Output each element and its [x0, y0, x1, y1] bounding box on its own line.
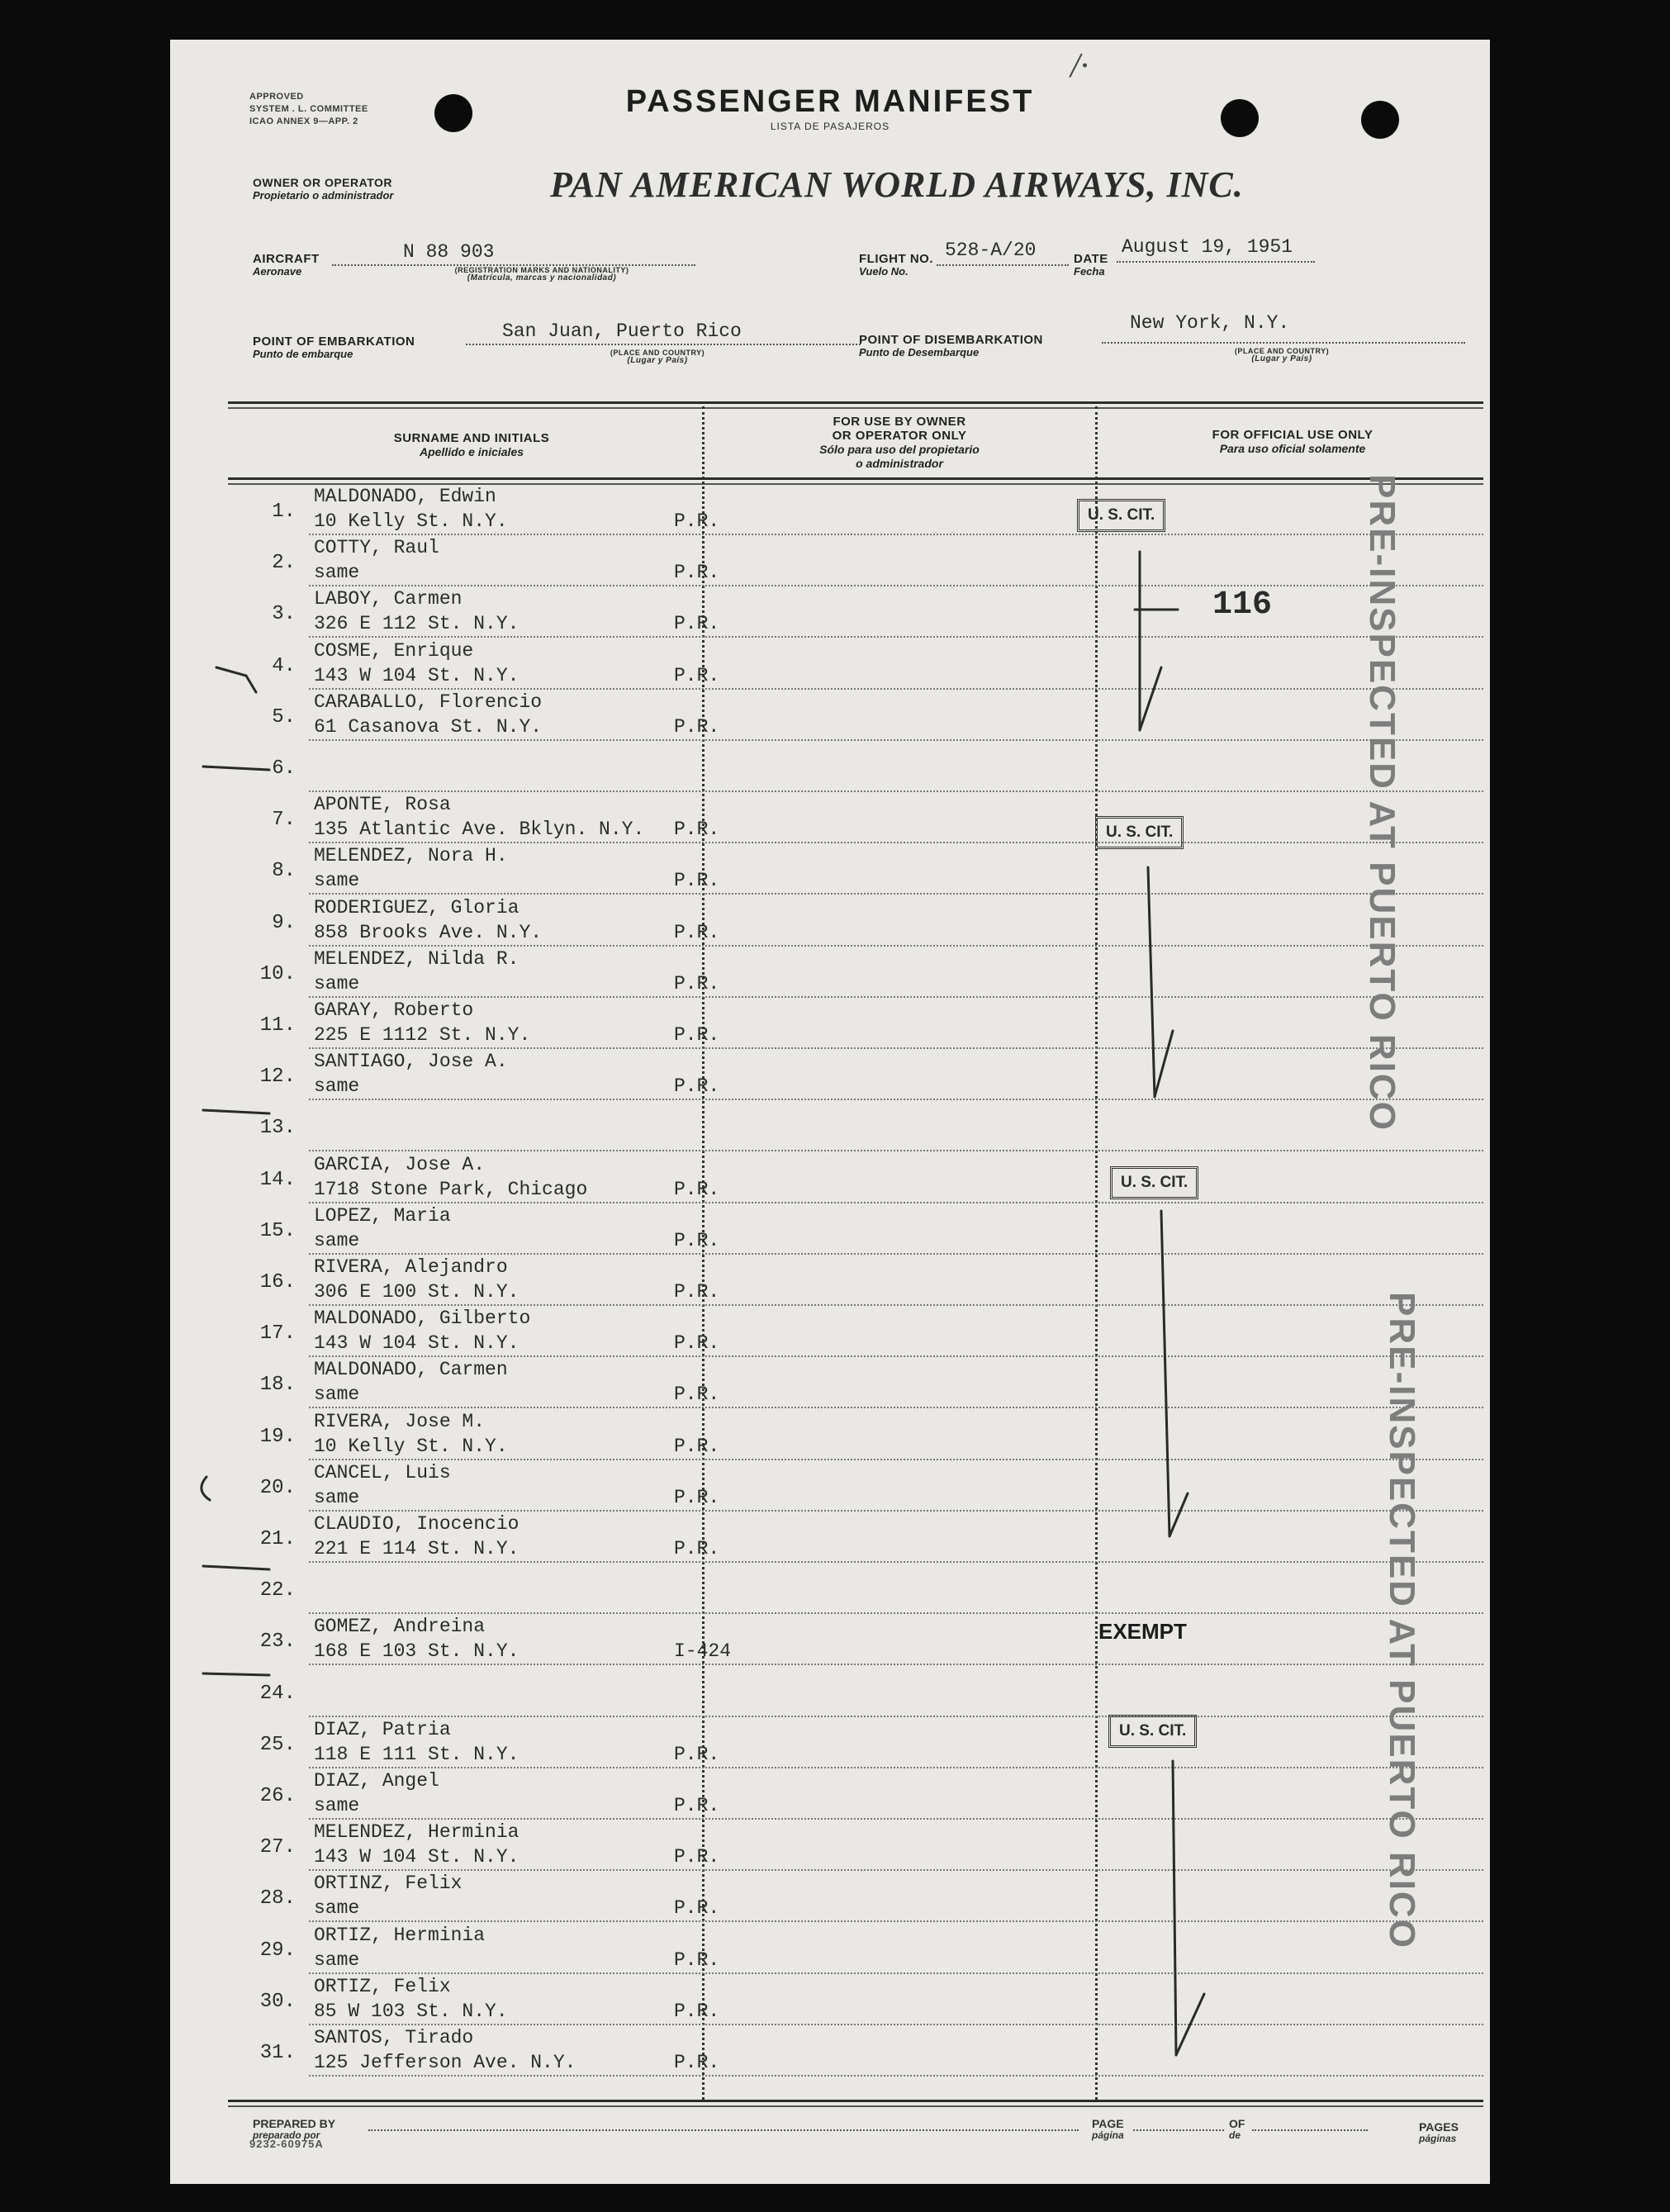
operator-name: PAN AMERICAN WORLD AIRWAYS, INC.	[550, 164, 1244, 205]
owner-use-value: P.R.	[674, 1384, 720, 1406]
embark-label-en: POINT OF EMBARKATION	[253, 335, 415, 349]
approval-line: ICAO ANNEX 9—APP. 2	[249, 116, 358, 126]
aircraft-value: N 88 903	[403, 241, 495, 263]
row-number: 3.	[272, 603, 296, 626]
page-title: PASSENGER MANIFEST	[625, 84, 1035, 119]
row-number: 4.	[272, 654, 296, 677]
owner-use-value: P.R.	[674, 870, 720, 892]
passenger-address: same	[314, 562, 360, 584]
approval-line: APPROVED	[249, 92, 304, 102]
passenger-address: 143 W 104 St. N.Y.	[314, 1846, 520, 1868]
owner-use-value: P.R.	[674, 1949, 720, 1971]
page-label-en: PAGE	[1092, 2117, 1124, 2130]
passenger-name: RIVERA, Jose M.	[314, 1410, 486, 1432]
owner-use-value: P.R.	[674, 819, 720, 841]
row-number: 5.	[272, 705, 296, 729]
row-number: 23.	[259, 1631, 296, 1654]
owner-label-es: Propietario o administrador	[253, 189, 394, 202]
surname-header-es: Apellido e iniciales	[419, 445, 524, 458]
passenger-address: same	[314, 1949, 360, 1971]
owner-use-value: P.R.	[674, 1435, 720, 1457]
passenger-name: MALDONADO, Carmen	[314, 1359, 508, 1381]
us-citizen-stamp: U. S. CIT.	[1095, 816, 1184, 849]
disembarkation-value: New York, N.Y.	[1130, 312, 1290, 334]
prepared-label-en: PREPARED BY	[253, 2117, 336, 2130]
place-note-en: (PLACE AND COUNTRY)	[610, 349, 705, 357]
owner-use-value: P.R.	[674, 1024, 720, 1046]
owner-use-value: P.R.	[674, 972, 720, 994]
owner-use-value: P.R.	[674, 1178, 720, 1200]
row-number: 18.	[259, 1374, 296, 1397]
row-number: 11.	[259, 1014, 296, 1037]
passenger-name: MELENDEZ, Herminia	[314, 1821, 520, 1844]
row-number: 20.	[259, 1476, 296, 1499]
ink-mark: /·	[1070, 47, 1089, 85]
place-note-es: (Lugar y País)	[627, 356, 688, 365]
owner-use-value: P.R.	[674, 1897, 720, 1920]
owner-use-value: P.R.	[674, 1281, 720, 1303]
pages-label	[1419, 2121, 1459, 2144]
passenger-address: 61 Casanova St. N.Y.	[314, 715, 543, 738]
row-number: 30.	[259, 1990, 296, 2013]
passenger-count: 116	[1212, 586, 1273, 624]
row-number: 12.	[259, 1066, 296, 1089]
passenger-address: 168 E 103 St. N.Y.	[314, 1640, 520, 1663]
passenger-address: 125 Jefferson Ave. N.Y.	[314, 2052, 576, 2073]
row-number: 24.	[259, 1682, 296, 1705]
passenger-name: MALDONADO, Edwin	[314, 486, 496, 507]
row-number: 6.	[272, 757, 296, 780]
page-label-es: página	[1092, 2129, 1124, 2141]
official-header-es: Para uso oficial solamente	[1219, 442, 1366, 455]
passenger-name: SANTOS, Tirado	[314, 2027, 474, 2048]
row-number: 8.	[272, 860, 296, 883]
passenger-address: 118 E 111 St. N.Y.	[314, 1743, 520, 1765]
owner-use-value: P.R.	[674, 562, 720, 584]
passenger-name: COTTY, Raul	[314, 537, 439, 559]
embark-label-es: Punto de embarque	[253, 348, 353, 360]
pages-label-en: PAGES	[1419, 2120, 1459, 2134]
passenger-name: APONTE, Rosa	[314, 794, 451, 816]
row-number: 27.	[259, 1836, 296, 1859]
registration-note-es: (Matrícula, marcas y nacionalidad)	[467, 273, 617, 282]
owner-use-value: P.R.	[674, 921, 720, 943]
passenger-address: same	[314, 1795, 360, 1816]
row-number: 2.	[272, 552, 296, 575]
passenger-name: GOMEZ, Andreina	[314, 1616, 486, 1638]
row-number: 26.	[259, 1785, 296, 1807]
owner-header-line1: FOR USE BY OWNER	[833, 415, 966, 429]
checkmark-lines	[170, 40, 1490, 2184]
row-number: 22.	[259, 1579, 296, 1602]
of-line	[1252, 2129, 1368, 2131]
flight-value: 528-A/20	[945, 240, 1037, 261]
passenger-name: COSME, Enrique	[314, 639, 474, 662]
date-value: August 19, 1951	[1122, 236, 1293, 258]
passenger-address: same	[314, 972, 360, 994]
flight-label-en: FLIGHT NO.	[859, 252, 933, 266]
row-number: 29.	[259, 1939, 296, 1962]
passenger-address: 221 E 114 St. N.Y.	[314, 1538, 520, 1559]
owner-use-value: P.R.	[674, 1229, 720, 1251]
passenger-name: MELENDEZ, Nora H.	[314, 845, 508, 867]
passenger-name: CANCEL, Luis	[314, 1461, 451, 1483]
passenger-address: same	[314, 1486, 360, 1508]
row-number: 16.	[259, 1271, 296, 1293]
owner-use-value: P.R.	[674, 1538, 720, 1559]
passenger-name: ORTIZ, Felix	[314, 1975, 451, 1997]
passenger-name: ORTINZ, Felix	[314, 1873, 463, 1895]
aircraft-label-es: Aeronave	[253, 265, 302, 278]
passenger-name: SANTIAGO, Jose A.	[314, 1051, 508, 1073]
surname-header-en: SURNAME AND INITIALS	[393, 431, 550, 445]
disembark-label-en: POINT OF DISEMBARKATION	[859, 333, 1043, 347]
aircraft-label-en: AIRCRAFT	[253, 252, 320, 266]
passenger-name: RIVERA, Alejandro	[314, 1256, 508, 1278]
row-number: 15.	[259, 1219, 296, 1242]
form-number: 9232-60975A	[249, 2138, 324, 2150]
owner-use-value: P.R.	[674, 1743, 720, 1765]
owner-use-value: P.R.	[674, 664, 720, 686]
pages-label-es: páginas	[1419, 2133, 1457, 2144]
row-number: 17.	[259, 1322, 296, 1346]
owner-use-value: P.R.	[674, 1846, 720, 1868]
passenger-address: 306 E 100 St. N.Y.	[314, 1281, 520, 1303]
of-label-en: OF	[1229, 2117, 1245, 2130]
owner-header-line2: OR OPERATOR ONLY	[832, 429, 967, 443]
page-label	[1092, 2118, 1124, 2141]
date-label-en: DATE	[1074, 252, 1108, 266]
passenger-address: same	[314, 1384, 360, 1406]
row-number: 7.	[272, 809, 296, 832]
page-line	[1133, 2129, 1224, 2131]
of-label	[1229, 2118, 1245, 2141]
owner-header-es1: Sólo para uso del propietario	[819, 443, 980, 456]
passenger-name: DIAZ, Patria	[314, 1718, 451, 1740]
row-number: 1.	[272, 501, 296, 523]
passenger-name: RODERIGUEZ, Gloria	[314, 896, 520, 919]
passenger-name: LABOY, Carmen	[314, 588, 463, 610]
owner-use-value: P.R.	[674, 1332, 720, 1355]
row-number: 19.	[259, 1425, 296, 1448]
passenger-address: 1718 Stone Park, Chicago	[314, 1178, 588, 1200]
passenger-name: MELENDEZ, Nilda R.	[314, 947, 520, 970]
owner-use-value: I-424	[674, 1640, 732, 1663]
row-number: 21.	[259, 1528, 296, 1550]
page-subtitle: LISTA DE PASAJEROS	[770, 121, 890, 132]
passenger-address: same	[314, 1075, 360, 1098]
passenger-name: DIAZ, Angel	[314, 1770, 439, 1792]
us-citizen-stamp: U. S. CIT.	[1110, 1166, 1198, 1199]
passenger-address: 10 Kelly St. N.Y.	[314, 510, 508, 532]
row-number: 10.	[259, 962, 296, 985]
row-number: 28.	[259, 1887, 296, 1911]
passenger-name: MALDONADO, Gilberto	[314, 1308, 531, 1330]
manifest-sheet	[170, 40, 1490, 2184]
passenger-name: ORTIZ, Herminia	[314, 1924, 486, 1946]
pre-inspected-stamp: PRE-INSPECTED AT PUERTO RICO	[1382, 1292, 1422, 1949]
date-label-es: Fecha	[1074, 265, 1105, 278]
embarkation-value: San Juan, Puerto Rico	[502, 320, 742, 342]
row-number: 13.	[259, 1117, 296, 1140]
us-citizen-stamp: U. S. CIT.	[1108, 1715, 1197, 1748]
exempt-stamp: EXEMPT	[1098, 1619, 1187, 1644]
owner-use-value: P.R.	[674, 1795, 720, 1816]
passenger-address: 143 W 104 St. N.Y.	[314, 1332, 520, 1355]
passenger-name: GARCIA, Jose A.	[314, 1153, 486, 1175]
passenger-name: CLAUDIO, Inocencio	[314, 1513, 520, 1535]
passenger-address: 10 Kelly St. N.Y.	[314, 1435, 508, 1457]
row-number: 31.	[259, 2042, 296, 2064]
passenger-address: same	[314, 1229, 360, 1251]
passenger-address: same	[314, 870, 360, 892]
row-number: 14.	[259, 1168, 296, 1191]
place-note-es: (Lugar y País)	[1251, 354, 1312, 363]
passenger-address: same	[314, 1897, 360, 1920]
prepared-label-es: preparado por	[253, 2129, 320, 2141]
passenger-name: GARAY, Roberto	[314, 999, 474, 1021]
owner-use-value: P.R.	[674, 2000, 720, 2022]
registration-note-en: (REGISTRATION MARKS AND NATIONALITY)	[454, 266, 629, 274]
passenger-address: 85 W 103 St. N.Y.	[314, 2000, 508, 2022]
pre-inspected-stamp: PRE-INSPECTED AT PUERTO RICO	[1362, 474, 1402, 1132]
owner-header-es2: o administrador	[856, 457, 943, 470]
passenger-address: 143 W 104 St. N.Y.	[314, 664, 520, 686]
passenger-address: 225 E 1112 St. N.Y.	[314, 1024, 531, 1046]
owner-label-en: OWNER OR OPERATOR	[253, 176, 392, 189]
disembark-label-es: Punto de Desembarque	[859, 346, 980, 358]
approval-line: SYSTEM . L. COMMITTEE	[249, 104, 368, 114]
owner-use-value: P.R.	[674, 715, 720, 738]
owner-use-value: P.R.	[674, 1486, 720, 1508]
owner-use-value: P.R.	[674, 2052, 720, 2073]
passenger-name: LOPEZ, Maria	[314, 1204, 451, 1227]
passenger-address: 135 Atlantic Ave. Bklyn. N.Y.	[314, 819, 645, 841]
passenger-address: 326 E 112 St. N.Y.	[314, 613, 520, 635]
official-header-en: FOR OFFICIAL USE ONLY	[1212, 428, 1373, 442]
passenger-address: 858 Brooks Ave. N.Y.	[314, 921, 543, 943]
owner-use-value: P.R.	[674, 1075, 720, 1098]
of-label-es: de	[1229, 2129, 1241, 2141]
row-number: 25.	[259, 1733, 296, 1756]
owner-use-value: P.R.	[674, 510, 720, 532]
place-note-en: (PLACE AND COUNTRY)	[1234, 347, 1330, 355]
prepared-line	[368, 2129, 1079, 2131]
flight-label-es: Vuelo No.	[859, 265, 909, 278]
passenger-name: CARABALLO, Florencio	[314, 691, 543, 713]
us-citizen-stamp: U. S. CIT.	[1077, 499, 1165, 532]
row-number: 9.	[272, 911, 296, 934]
owner-use-value: P.R.	[674, 613, 720, 635]
